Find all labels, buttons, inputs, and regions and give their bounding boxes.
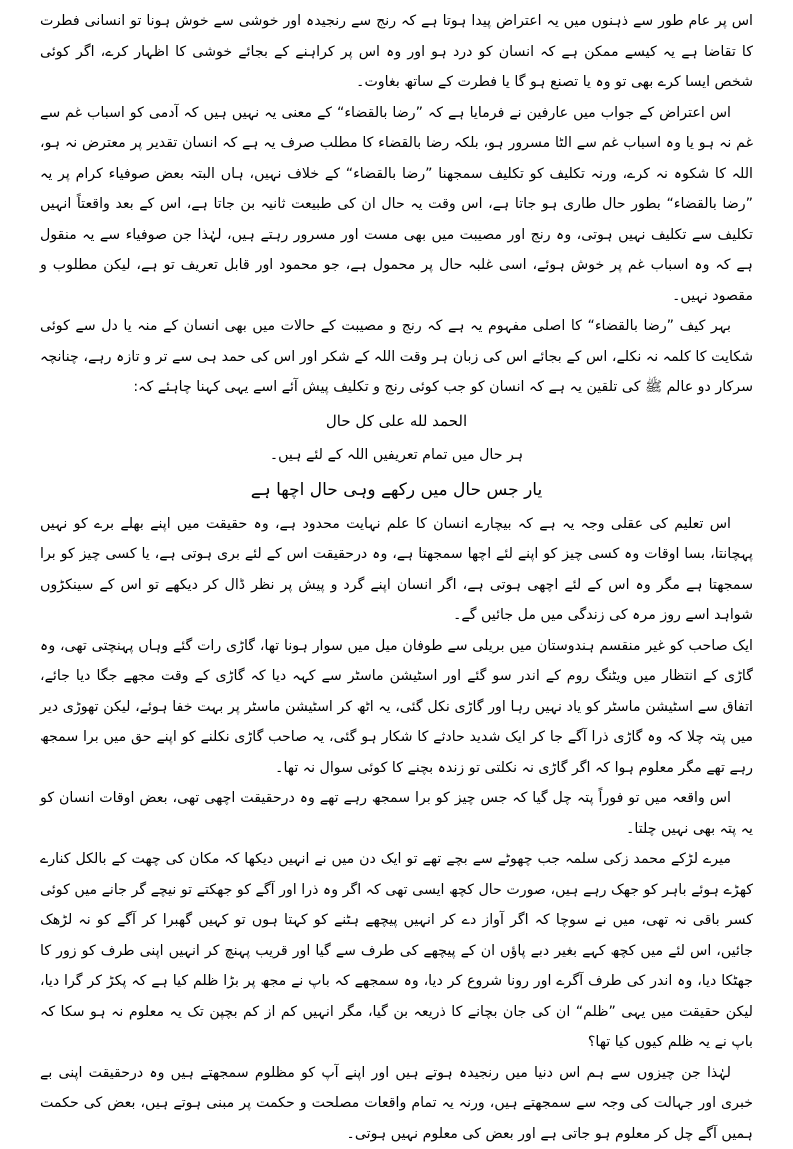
section-heading: یار جس حال میں رکھے وہی حال اچھا ہے [40,471,753,509]
paragraph-lesson: اس واقعہ میں تو فوراً پتہ چل گیا کہ جس چیز کو برا سمجھ رہے تھے وہ درحقیقت اچھی تھی، بعض اوقات انسان کو یہ پتہ بھی نہیں چلتا۔ [40,783,753,844]
paragraph-meaning: بہر کیف ”رضا بالقضاء“ کا اصلی مفہوم یہ ہے کہ رنج و مصیبت کے حالات میں بھی انسان کے منہ یا دل سے کوئی شکایت کا کلمہ نہ نکلے، اس کے بجائے اس کی زبان ہر وقت اللہ کے شکر اور اس کی حمد ہی سے تر و تازہ رہے، چنانچہ سرکار دو عالم ﷺ کی تلقین یہ ہے کہ انسان کو جب کوئی رنج و تکلیف پیش آئے اسے یہی کہنا چاہئے کہ: [40,311,753,403]
paragraph-reason: اس تعلیم کی عقلی وجہ یہ ہے کہ بیچارے انسان کا علم نہایت محدود ہے، وہ حقیقت میں اپنے بھلے برے کو نہیں پہچانتا، بسا اوقات وہ کسی چیز کو اپنے لئے اچھا سمجھتا ہے، وہ درحقیقت اس کے لئے بری ہوتی ہے، یا کسی چیز کو برا سمجھتا ہے مگر وہ اس کے لئے اچھی ہوتی ہے، اگر انسان اپنے گرد و پیش پر نظر ڈال کر دیکھے تو اس کے سینکڑوں شواہد اسے روز مرہ کی زندگی میں مل جائیں گے۔ [40,509,753,631]
arabic-quote: الحمد لله على كل حال [40,403,753,439]
paragraph-conclusion: لہٰذا جن چیزوں سے ہم اس دنیا میں رنجیدہ ہوتے ہیں اور اپنے آپ کو مظلوم سمجھتے ہیں وہ درحقیقت اپنی بے خبری اور جہالت کی وجہ سے سمجھتے ہیں، ورنہ یہ تمام واقعات مصلحت و حکمت پر مبنی ہوتے ہیں، بعض کی حکمت ہمیں آگے چل کر معلوم ہو جاتی ہے اور بعض کی معلوم نہیں ہوتی۔ [40,1058,753,1149]
paragraph-objection: اس پر عام طور سے ذہنوں میں یہ اعتراض پیدا ہوتا ہے کہ رنج سے رنجیدہ اور خوشی سے خوش ہونا تو انسانی فطرت کا تقاضا ہے یہ کیسے ممکن ہے کہ انسان کو درد ہو اور وہ اس پر کراہنے کے بجائے خوشی کا اظہار کرے، اگر کوئی شخص ایسا کرے بھی تو وہ یا تصنع ہو گا یا فطرت کے ساتھ بغاوت۔ [40,6,753,98]
paragraph-answer: اس اعتراض کے جواب میں عارفین نے فرمایا ہے کہ ”رضا بالقضاء“ کے معنی یہ نہیں ہیں کہ آدمی کو اسباب غم سے غم نہ ہو یا وہ اسباب غم سے الٹا مسرور ہو، بلکہ رضا بالقضاء کا مطلب صرف یہ ہے کہ انسان تقدیر پر معترض نہ ہو، اللہ کا شکوہ نہ کرے، ورنہ تکلیف کو تکلیف سمجھنا ”رضا بالقضاء“ کے خلاف نہیں، ہاں البتہ بعض صوفیاء کرام پر یہ ”رضا بالقضاء“ بطور حال طاری ہو جاتا ہے، اس وقت یہ حال ان کی طبیعت ثانیہ بن جاتا ہے، اس کے بعد واقعتاً انہیں تکلیف سے تکلیف نہیں ہوتی، وہ رنج اور مصیبت میں بھی مست اور مسرور رہتے ہیں، لہٰذا جن صوفیاء سے یہ منقول ہے کہ وہ اسباب غم پر خوش ہوئے، اسی غلبہ حال پر محمول ہے، جو محمود اور قابل تعریف تو ہے، لیکن مطلوب و مقصود نہیں۔ [40,98,753,312]
quote-translation: ہر حال میں تمام تعریفیں اللہ کے لئے ہیں۔ [40,439,753,471]
paragraph-son-story: میرے لڑکے محمد زکی سلمہ جب چھوٹے سے بچے تھے تو ایک دن میں نے انہیں دیکھا کہ مکان کی چھت کے بالکل کنارے کھڑے ہوئے باہر کو جھک رہے ہیں، صورت حال کچھ ایسی تھی کہ اگر وہ ذرا اور آگے کو جھکتے تو نیچے گر جانے میں کوئی کسر باقی نہ تھی، میں نے سوچا کہ اگر آواز دے کر انہیں پیچھے ہٹنے کو کہتا ہوں تو کہیں گھبرا کر آگے کو نہ لڑھک جائیں، اس لئے میں کچھ کہے بغیر دبے پاؤں ان کے پیچھے کی طرف سے گیا اور قریب پہنچ کر انہیں اپنی طرف کو زور کا جھٹکا دیا، وہ اندر کی طرف آگرے اور رونا شروع کر دیا، وہ سمجھے کہ باپ نے مجھ پر بڑا ظلم کیا ہے کہ پکڑ کر گرا دیا، لیکن حقیقت میں یہی ”ظلم“ ان کی جان بچانے کا ذریعہ بن گیا، مگر انہیں کم از کم بچپن تک یہ معلوم نہ ہو سکا کہ باپ نے یہ ظلم کیوں کیا تھا؟ [40,844,753,1058]
paragraph-train-story: ایک صاحب کو غیر منقسم ہندوستان میں بریلی سے طوفان میل میں سوار ہونا تھا، گاڑی رات گئے وہاں پہنچتی تھی، وہ گاڑی کے انتظار میں ویٹنگ روم کے اندر سو گئے اور اسٹیشن ماسٹر سے کہہ دیا کہ گاڑی کے وقت مجھے جگا دیا جائے، اتفاق سے اسٹیشن ماسٹر کو یاد نہیں رہا اور گاڑی نکل گئی، یہ اٹھ کر اسٹیشن ماسٹر پر بہت خفا ہوئے، لیکن تھوڑی دیر میں پتہ چلا کہ وہ گاڑی ذرا آگے جا کر ایک شدید حادثے کا شکار ہو گئی، یہ صاحب گاڑی نکلنے کو اپنے حق میں برا سمجھ رہے تھے مگر معلوم ہوا کہ اگر گاڑی نہ نکلتی تو زندہ بچنے کا کوئی سوال نہ تھا۔ [40,631,753,784]
